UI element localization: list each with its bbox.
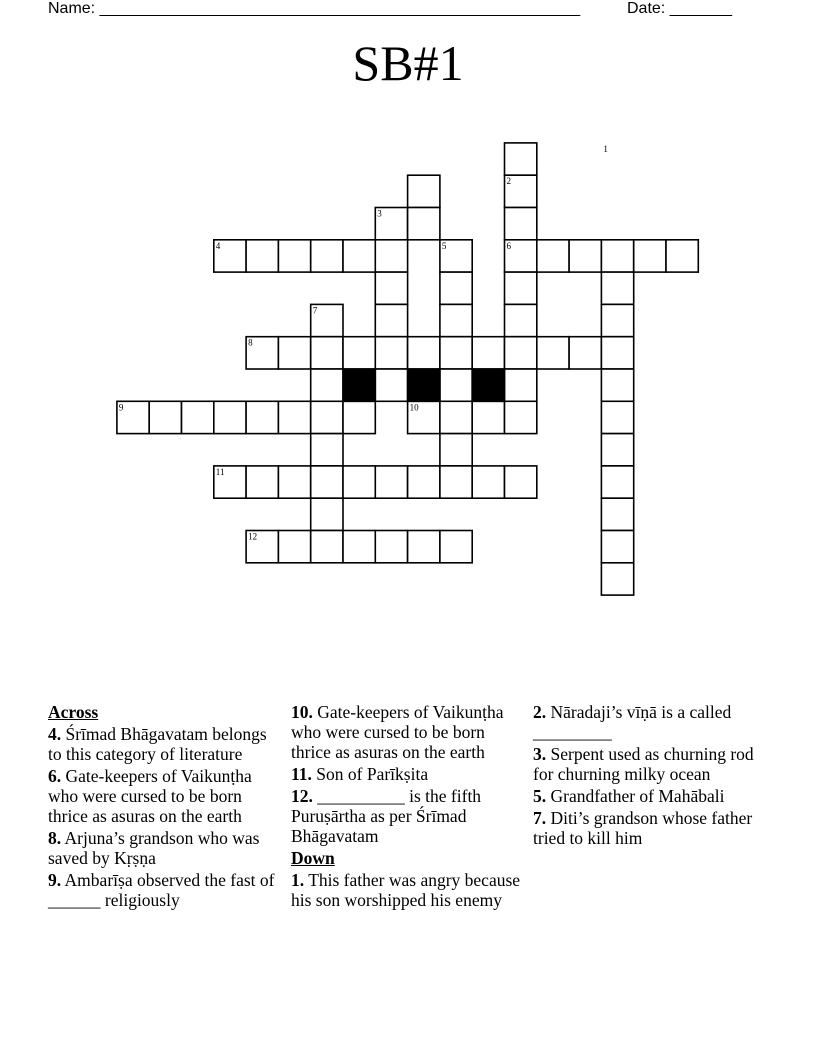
grid-cell[interactable] <box>408 337 440 369</box>
clue-number-label: 6 <box>506 240 511 251</box>
grid-cell[interactable] <box>375 304 407 336</box>
grid-cell[interactable] <box>505 369 537 401</box>
grid-cell[interactable] <box>278 466 310 498</box>
grid-cell[interactable] <box>278 337 310 369</box>
grid-cell[interactable] <box>472 466 504 498</box>
grid-cell[interactable] <box>311 531 343 563</box>
clue-number: 8. <box>48 828 62 848</box>
grid-cell[interactable] <box>601 434 633 466</box>
grid-cell[interactable] <box>601 272 633 304</box>
grid-cell[interactable] <box>440 401 472 433</box>
clue-across-12 <box>291 786 523 846</box>
clue-number-label: 3 <box>377 208 382 219</box>
clue-number-label: 8 <box>248 337 253 348</box>
grid-cell[interactable] <box>440 337 472 369</box>
grid-cell[interactable] <box>408 531 440 563</box>
grid-cell[interactable] <box>569 337 601 369</box>
clue-number: 5. <box>533 786 547 806</box>
grid-cell[interactable] <box>375 466 407 498</box>
grid-cell[interactable] <box>601 240 633 272</box>
clue-down-7 <box>533 808 765 848</box>
grid-cell[interactable] <box>505 401 537 433</box>
clue-number-label: 10 <box>409 402 419 413</box>
grid-cell[interactable] <box>601 401 633 433</box>
grid-cell[interactable] <box>569 240 601 272</box>
grid-block <box>472 369 504 401</box>
grid-cell[interactable] <box>343 401 375 433</box>
grid-cell[interactable] <box>601 369 633 401</box>
grid-cell[interactable] <box>505 240 537 272</box>
clue-number: 2. <box>533 702 547 722</box>
page-title: SB#1 <box>352 35 464 91</box>
grid-cell[interactable] <box>311 304 343 336</box>
grid-cell[interactable] <box>149 401 181 433</box>
name-field[interactable]: Name: ______________________________________________________ <box>48 0 581 17</box>
date-field[interactable]: Date: _______ <box>627 0 732 17</box>
grid-cell[interactable] <box>408 175 440 207</box>
grid-cell[interactable] <box>505 466 537 498</box>
clue-text: Diti’s grandson whose father tried to kill him <box>533 808 753 848</box>
clue-number-label: 5 <box>441 240 447 251</box>
grid-cell[interactable] <box>601 304 633 336</box>
clue-number: 10. <box>291 702 313 722</box>
grid-cell[interactable] <box>117 401 149 433</box>
clue-number-label: 9 <box>118 402 124 413</box>
clue-number-label: 4 <box>215 240 221 251</box>
grid-cell[interactable] <box>505 143 537 175</box>
grid-cell[interactable] <box>214 401 246 433</box>
clue-number-label: 12 <box>248 531 258 542</box>
grid-cell[interactable] <box>537 337 569 369</box>
grid-cell[interactable] <box>246 240 278 272</box>
grid-cell[interactable] <box>440 434 472 466</box>
clue-number: 6. <box>48 766 62 786</box>
clue-text: Gate-keepers of Vaikunṭha who were cursed to be born thrice as asuras on the earth <box>291 702 504 762</box>
across-heading: Across <box>48 702 99 722</box>
grid-cell[interactable] <box>311 498 343 530</box>
clue-number-label: 11 <box>215 466 225 477</box>
grid-cell[interactable] <box>601 498 633 530</box>
grid-block <box>408 369 440 401</box>
clue-down-2 <box>533 702 765 742</box>
grid-cell[interactable] <box>505 337 537 369</box>
grid-cell[interactable] <box>375 369 407 401</box>
grid-cell[interactable] <box>311 369 343 401</box>
grid-cell[interactable] <box>440 531 472 563</box>
clue-down-3 <box>533 744 765 784</box>
clue-across-9 <box>48 870 280 910</box>
grid-cell[interactable] <box>440 369 472 401</box>
grid-cell[interactable] <box>246 337 278 369</box>
clue-text: __________ is the fifth Puruṣārtha as per Śrīmad Bhāgavatam <box>291 786 482 846</box>
clue-number: 7. <box>533 808 547 828</box>
clue-down-1 <box>291 870 523 910</box>
grid-cell[interactable] <box>311 240 343 272</box>
grid-cell[interactable] <box>440 240 472 272</box>
grid-cell[interactable] <box>440 272 472 304</box>
grid-cell[interactable] <box>601 337 633 369</box>
grid-cell[interactable] <box>634 240 666 272</box>
grid-cell[interactable] <box>343 531 375 563</box>
grid-cell[interactable] <box>214 466 246 498</box>
clue-text: Grandfather of Mahābali <box>550 786 725 806</box>
clue-column-1 <box>48 702 280 912</box>
grid-cell[interactable] <box>375 531 407 563</box>
grid-cell[interactable] <box>537 240 569 272</box>
clue-number: 1. <box>291 870 305 890</box>
grid-cell[interactable] <box>311 434 343 466</box>
clue-number: 3. <box>533 744 547 764</box>
clue-number: 12. <box>291 786 313 806</box>
grid-cell[interactable] <box>408 466 440 498</box>
grid-cell[interactable] <box>182 401 214 433</box>
clue-number-label: 2 <box>506 176 511 187</box>
clue-number: 9. <box>48 870 62 890</box>
clue-text: Arjuna’s grandson who was saved by Kṛṣṇa <box>48 828 260 868</box>
grid-cell[interactable] <box>246 531 278 563</box>
grid-cell[interactable] <box>311 337 343 369</box>
clue-across-4 <box>48 724 280 764</box>
clue-across-6 <box>48 766 280 826</box>
clue-text: Ambarīṣa observed the fast of ______ religiously <box>48 870 275 910</box>
grid-cell[interactable] <box>375 208 407 240</box>
grid-cell[interactable] <box>311 401 343 433</box>
grid-cell[interactable] <box>311 466 343 498</box>
grid-cell[interactable] <box>278 240 310 272</box>
clue-number-label: 7 <box>312 305 318 316</box>
grid-cell[interactable] <box>666 240 698 272</box>
down-heading: Down <box>291 848 335 868</box>
grid-block <box>343 369 375 401</box>
clue-text: Śrīmad Bhāgavatam belongs to this category of literature <box>48 724 267 764</box>
grid-cell[interactable] <box>246 466 278 498</box>
grid-cell[interactable] <box>408 401 440 433</box>
clue-text: This father was angry because his son worshipped his enemy <box>291 870 521 910</box>
grid-cell[interactable] <box>343 240 375 272</box>
grid-cell[interactable] <box>505 175 537 207</box>
grid-cell[interactable] <box>343 466 375 498</box>
grid-cell[interactable] <box>472 337 504 369</box>
grid-cell[interactable] <box>214 240 246 272</box>
clue-text: Nāradaji’s vīṇā is a called _________ <box>533 702 732 742</box>
grid-cell[interactable] <box>246 401 278 433</box>
clue-down-5 <box>533 786 765 806</box>
clue-number: 4. <box>48 724 62 744</box>
grid-cell[interactable] <box>601 466 633 498</box>
grid-cell[interactable] <box>278 401 310 433</box>
clue-column-3 <box>533 702 765 850</box>
grid-cell[interactable] <box>408 208 440 240</box>
grid-cell[interactable] <box>505 272 537 304</box>
grid-cell[interactable] <box>505 208 537 240</box>
grid-cell[interactable] <box>278 531 310 563</box>
clue-text: Gate-keepers of Vaikunṭha who were cursed to be born thrice as asuras on the earth <box>48 766 252 826</box>
clue-across-10 <box>291 702 523 762</box>
clue-number-label: 1 <box>603 143 608 154</box>
grid-cell[interactable] <box>601 531 633 563</box>
grid-cell[interactable] <box>375 240 407 272</box>
grid-cell[interactable] <box>601 563 633 595</box>
clue-text: Son of Parīkṣita <box>316 764 429 784</box>
clue-across-11 <box>291 764 523 784</box>
grid-cell[interactable] <box>505 304 537 336</box>
grid-cell[interactable] <box>472 401 504 433</box>
grid-cell[interactable] <box>440 466 472 498</box>
clue-text: Serpent used as churning rod for churning milky ocean <box>533 744 754 784</box>
clue-number: 11. <box>291 764 312 784</box>
clue-across-8 <box>48 828 280 868</box>
grid-cell[interactable] <box>375 272 407 304</box>
grid-cell[interactable] <box>343 337 375 369</box>
clue-column-2 <box>291 702 523 912</box>
grid-cell[interactable] <box>375 337 407 369</box>
grid-cell[interactable] <box>440 304 472 336</box>
